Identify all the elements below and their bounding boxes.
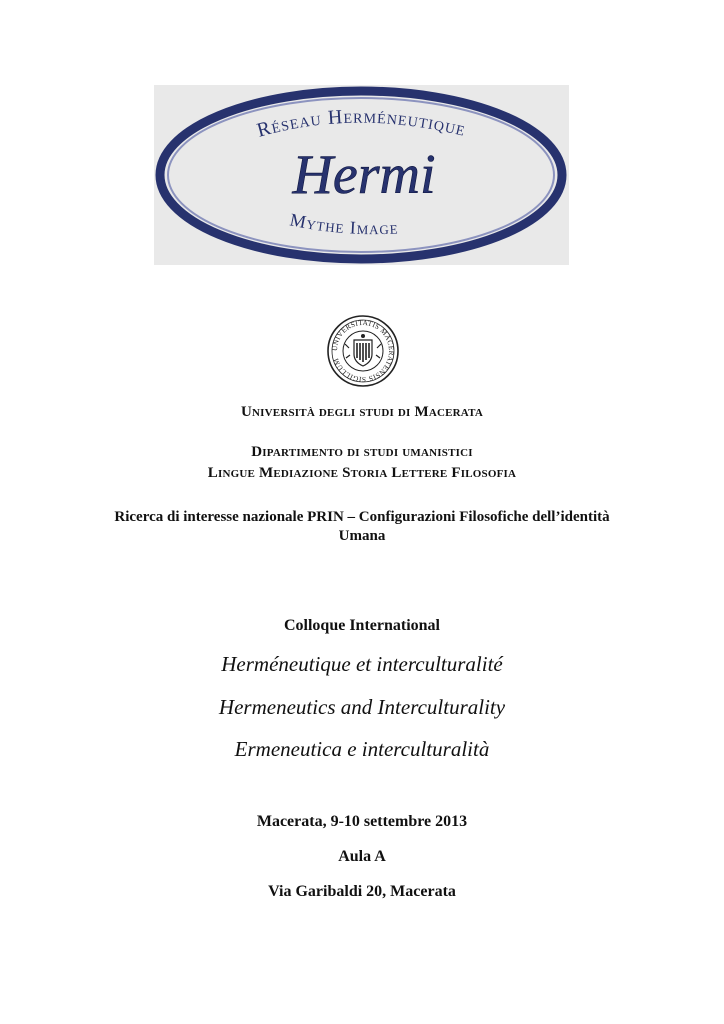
department-name: Dipartimento di studi umanistici: [251, 444, 473, 460]
university-seal: [326, 314, 400, 388]
event-title-it: Ermeneutica e interculturalità: [234, 737, 490, 761]
research-line-1: Ricerca di interesse nazionale PRIN – Configurazioni Filosofiche dell’identità: [114, 509, 610, 525]
university-name: Università degli studi di Macerata: [241, 404, 483, 420]
hermi-logo: [154, 85, 569, 265]
event-title-en: Hermeneutics and Interculturality: [218, 695, 506, 719]
logo-bottom-text: Mythe Image: [288, 209, 400, 239]
department-subtitle: Lingue Mediazione Storia Lettere Filosofia: [207, 465, 517, 481]
logo-main-text: Hermi: [292, 144, 436, 206]
seal-ring-text: UNIVERSITATIS MACERATENSIS SIGILLUM: [330, 318, 396, 384]
event-room: Aula A: [338, 848, 386, 865]
event-date: Macerata, 9-10 settembre 2013: [256, 813, 468, 830]
research-line-2: Umana: [338, 528, 386, 544]
event-title-fr: Herméneutique et interculturalité: [221, 652, 503, 676]
event-type: Colloque International: [283, 617, 440, 634]
event-address: Via Garibaldi 20, Macerata: [268, 883, 456, 900]
logo-top-text: Réseau Herméneutique: [254, 105, 469, 142]
